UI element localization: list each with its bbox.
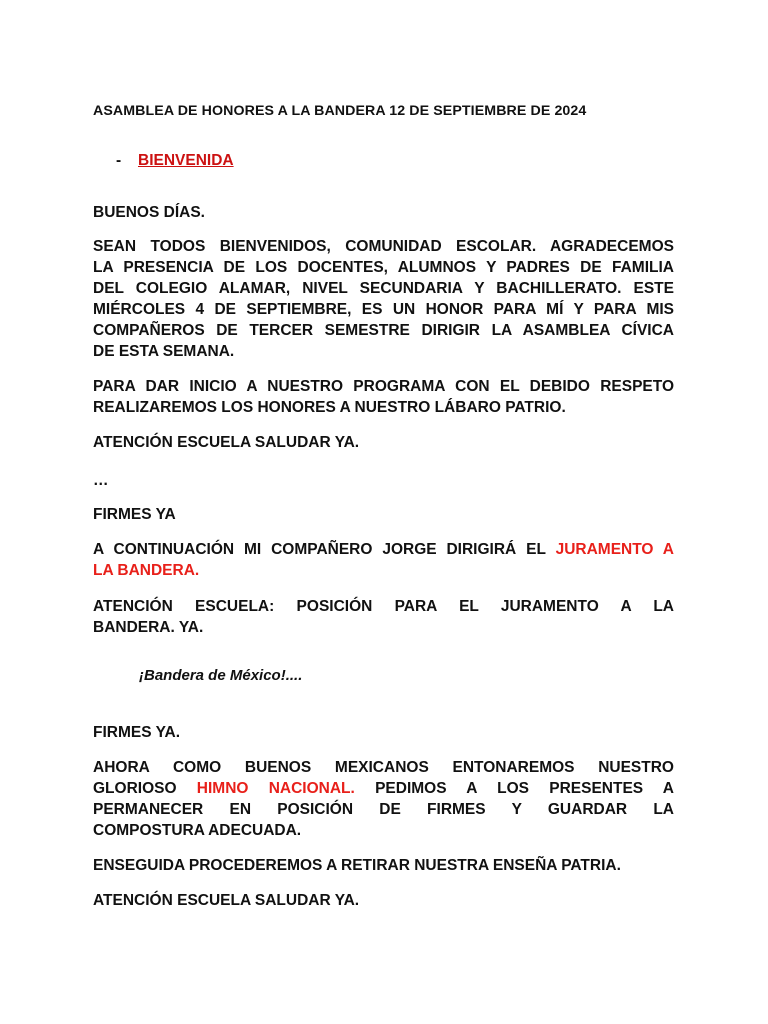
paragraph-ellipsis: … — [93, 472, 109, 489]
himno-highlight: HIMNO NACIONAL. — [196, 780, 355, 797]
paragraph-juramento-position — [93, 596, 674, 638]
text-line: DE ESTA SEMANA. — [93, 343, 235, 360]
text-line: ATENCIÓN ESCUELA: POSICIÓN PARA EL JURAMENTO A LA — [93, 598, 674, 615]
text-line: COMPAÑEROS DE TERCER SEMESTRE DIRIGIR LA ASAMBLEA CÍVICA — [93, 322, 674, 339]
text-line: SEAN TODOS BIENVENIDOS, COMUNIDAD ESCOLAR. AGRADECEMOS — [93, 238, 674, 255]
text-line: PARA DAR INICIO A NUESTRO PROGRAMA CON EL DEBIDO RESPETO — [93, 378, 674, 395]
bienvenida-link[interactable]: BIENVENIDA — [138, 152, 234, 169]
text-line — [93, 778, 674, 799]
text-line: LA PRESENCIA DE LOS DOCENTES, ALUMNOS Y PADRES DE FAMILIA — [93, 259, 674, 276]
paragraph-greeting: BUENOS DÍAS. — [93, 204, 205, 221]
text-line: MIÉRCOLES 4 DE SEPTIEMBRE, ES UN HONOR PARA MÍ Y PARA MIS — [93, 301, 674, 318]
paragraph-firmes-2: FIRMES YA. — [93, 724, 180, 741]
paragraph-salute-1: ATENCIÓN ESCUELA SALUDAR YA. — [93, 434, 360, 451]
bandera-italic-line: ¡Bandera de México!.... — [139, 667, 303, 684]
document-title: ASAMBLEA DE HONORES A LA BANDERA 12 DE SEPTIEMBRE DE 2024 — [93, 103, 587, 119]
paragraph-welcome — [93, 236, 674, 362]
himno-text-b: PEDIMOS A LOS PRESENTES A — [354, 780, 674, 797]
paragraph-himno — [93, 757, 674, 841]
bullet-bienvenida — [116, 152, 234, 170]
juramento-highlight: JURAMENTO A — [555, 541, 674, 558]
text-line — [93, 539, 674, 560]
paragraph-program-start — [93, 376, 674, 418]
juramento-highlight-line2: LA BANDERA. — [93, 562, 200, 579]
bullet-dash: - — [116, 152, 122, 169]
text-line: PERMANECER EN POSICIÓN DE FIRMES Y GUARDAR LA — [93, 801, 674, 818]
paragraph-juramento-intro — [93, 539, 674, 581]
himno-text-a: GLORIOSO — [93, 780, 197, 797]
paragraph-retirar: ENSEGUIDA PROCEDEREMOS A RETIRAR NUESTRA ENSEÑA PATRIA. — [93, 857, 621, 874]
text-line: AHORA COMO BUENOS MEXICANOS ENTONAREMOS NUESTRO — [93, 759, 674, 776]
text-line: DEL COLEGIO ALAMAR, NIVEL SECUNDARIA Y BACHILLERATO. ESTE — [93, 280, 674, 297]
text-line: REALIZAREMOS LOS HONORES A NUESTRO LÁBARO PATRIO. — [93, 399, 566, 416]
paragraph-firmes-1: FIRMES YA — [93, 506, 176, 523]
text-line: COMPOSTURA ADECUADA. — [93, 822, 302, 839]
juramento-intro-text: A CONTINUACIÓN MI COMPAÑERO JORGE DIRIGIRÁ EL — [93, 541, 556, 558]
paragraph-salute-2: ATENCIÓN ESCUELA SALUDAR YA. — [93, 892, 360, 909]
text-line: BANDERA. YA. — [93, 619, 204, 636]
